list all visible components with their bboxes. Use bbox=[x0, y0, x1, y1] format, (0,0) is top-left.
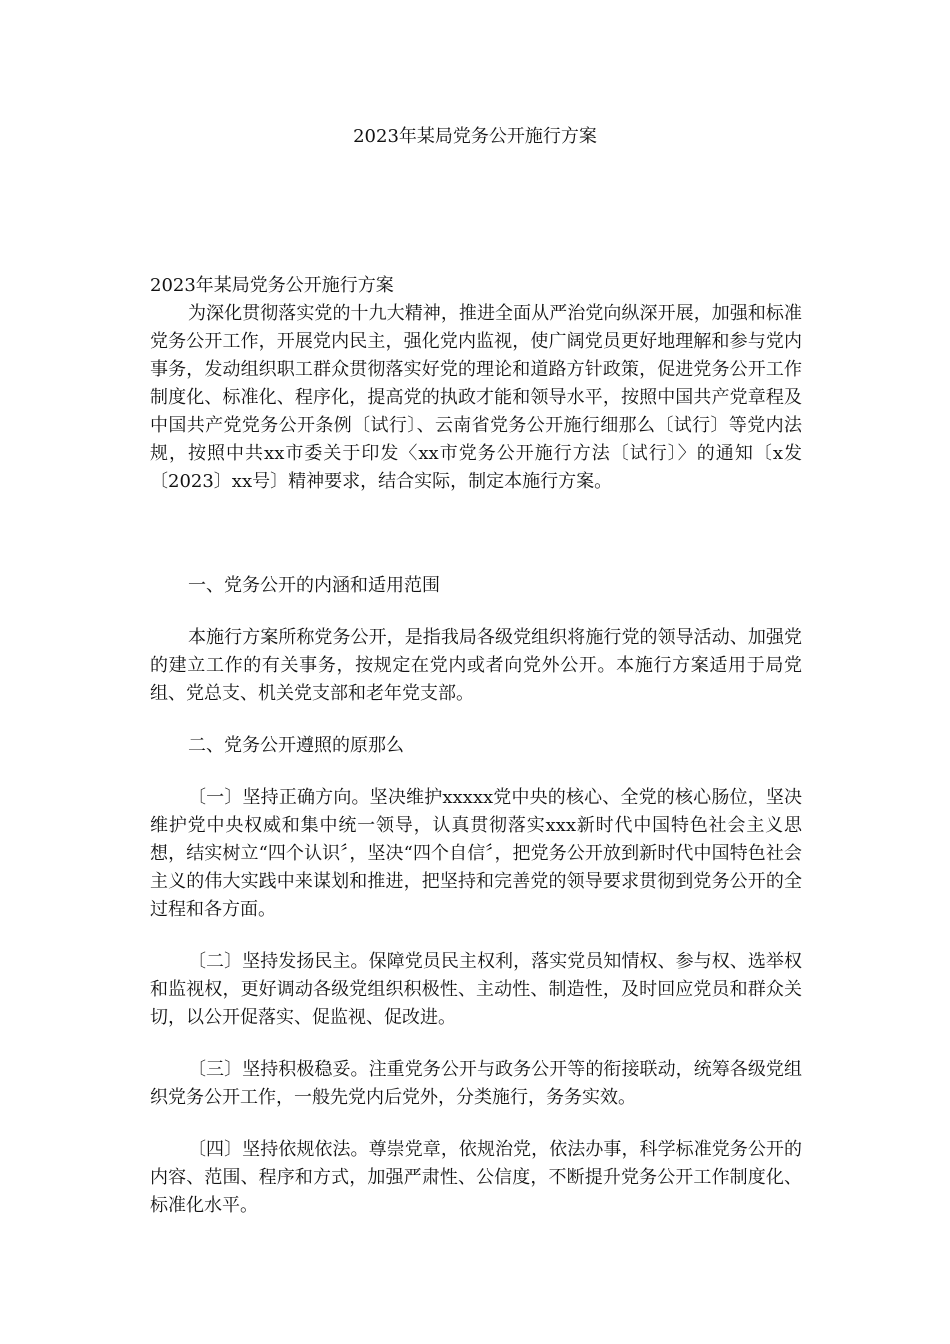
spacer bbox=[150, 496, 802, 572]
document-subtitle: 2023年某局党务公开施行方案 bbox=[150, 275, 394, 296]
section-2-paragraph-2: 〔二〕坚持发扬民主。保障党员民主权利，落实党员知情权、参与权、选举权和监视权，更好调动各级党组织积极性、主动性、制造性，及时回应党员和群众关切，以公开促落实、促监视、促改进。 bbox=[150, 951, 802, 1028]
spacer bbox=[150, 1112, 802, 1136]
section-1-paragraph-1: 本施行方案所称党务公开，是指我局各级党组织将施行党的领导活动、加强党的建立工作的有关事务，按规定在党内或者向党外公开。本施行方案适用于局党组、党总支、机关党支部和老年党支部。 bbox=[150, 627, 802, 704]
section-2-paragraph-3: 〔三〕坚持积极稳妥。注重党务公开与政务公开等的衔接联动，统筹各级党组织党务公开工作，一般先党内后党外，分类施行，务务实效。 bbox=[150, 1059, 802, 1108]
spacer bbox=[150, 760, 802, 784]
spacer bbox=[150, 600, 802, 624]
document-body bbox=[150, 272, 802, 1220]
document-title: 2023年某局党务公开施行方案 bbox=[353, 126, 597, 147]
intro-paragraph: 为深化贯彻落实党的十九大精神，推进全面从严治党向纵深开展，加强和标准党务公开工作，开展党内民主，强化党内监视，使广阔党员更好地理解和参与党内事务，发动组织职工群众贯彻落实好党的理论和道路方针政策，促进党务公开工作制度化、标准化、程序化，提高党的执政才能和领导水平，按照中国共产党章程及中国共产党党务公开条例〔试行〕、云南省党务公开施行细那么〔试行〕等党内法规，按照中共xx市委关于印发〈xx市党务公开施行方法〔试行〕〉的通知〔x发〔2023〕xx号〕精神要求，结合实际，制定本施行方案。 bbox=[150, 303, 802, 492]
spacer bbox=[150, 1032, 802, 1056]
section-heading-2: 二、党务公开遵照的原那么 bbox=[188, 735, 404, 756]
section-heading-1: 一、党务公开的内涵和适用范围 bbox=[188, 575, 440, 596]
spacer bbox=[150, 924, 802, 948]
section-2-paragraph-1: 〔一〕坚持正确方向。坚决维护xxxxx党中央的核心、全党的核心肠位，坚决维护党中央权威和集中统一领导，认真贯彻落实xxx新时代中国特色社会主义思想，结实树立“四个认识〞，坚决“四个自信〞，把党务公开放到新时代中国特色社会主义的伟大实践中来谋划和推进，把坚持和完善党的领导要求贯彻到党务公开的全过程和各方面。 bbox=[150, 787, 802, 920]
section-2-paragraph-4: 〔四〕坚持依规依法。尊崇党章，依规治党，依法办事，科学标准党务公开的内容、范围、程序和方式，加强严肃性、公信度，不断提升党务公开工作制度化、标准化水平。 bbox=[150, 1139, 802, 1216]
spacer bbox=[150, 708, 802, 732]
